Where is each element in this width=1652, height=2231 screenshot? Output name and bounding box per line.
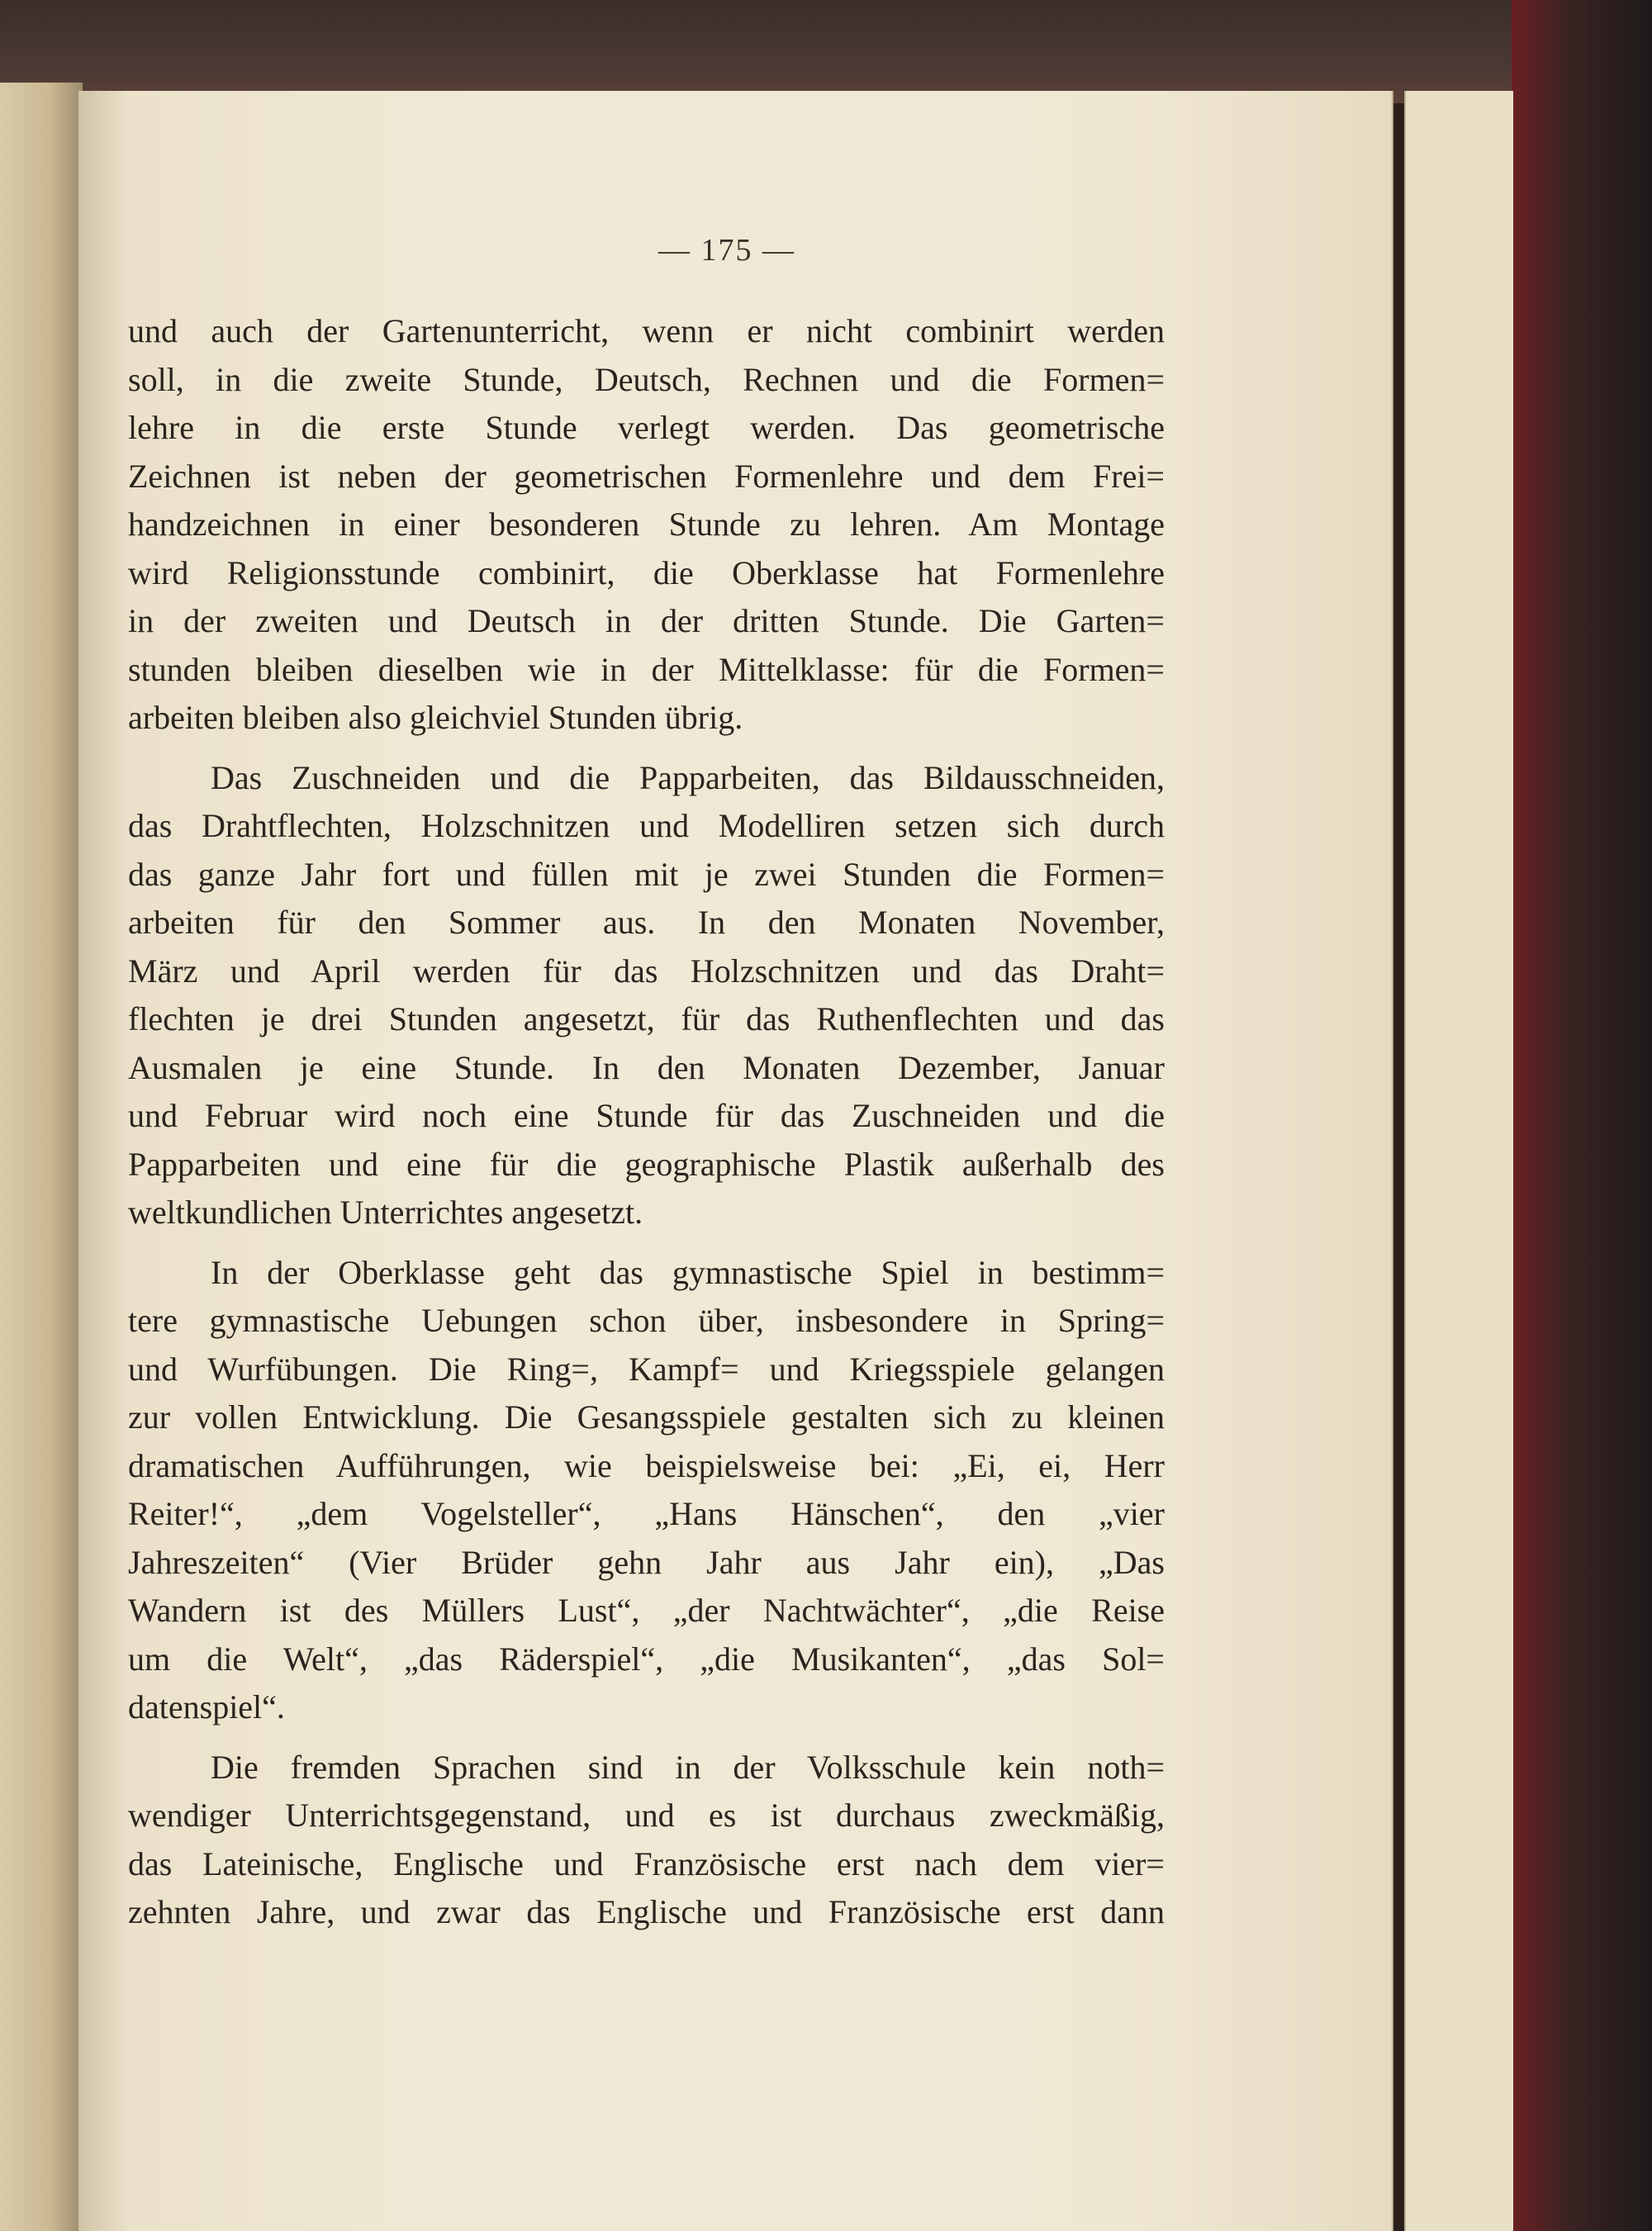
text-line: Jahreszeiten“ (Vier Brüder gehn Jahr aus Jahr ein), „Das (128, 1543, 1165, 1581)
text-line: das Lateinische, Englische und Französische erst nach dem vier= (128, 1844, 1165, 1882)
text-line: März und April werden für das Holzschnitzen und das Draht= (128, 952, 1165, 990)
book-cover-top (0, 0, 1652, 103)
text-line: zehnten Jahre, und zwar das Englische und Französische erst dann (128, 1893, 1165, 1930)
text-line: und auch der Gartenunterricht, wenn er nicht combinirt werden (128, 312, 1165, 349)
text-line: flechten je drei Stunden angesetzt, für das Ruthenflechten und das (128, 1000, 1165, 1037)
text-line: dramatischen Aufführungen, wie beispielsweise bei: „Ei, ei, Herr (128, 1446, 1165, 1484)
text-line: handzeichnen in einer besonderen Stunde zu lehren. Am Montage (128, 506, 1165, 543)
page-body-text (128, 307, 1165, 1937)
paragraph (128, 1744, 1165, 1937)
text-line: Die fremden Sprachen sind in der Volksschule kein noth= (211, 1748, 1165, 1786)
text-line: in der zweiten und Deutsch in der dritten Stunde. Die Garten= (128, 602, 1165, 639)
text-line: Wandern ist des Müllers Lust“, „der Nachtwächter“, „die Reise (128, 1592, 1165, 1629)
text-line: Papparbeiten und eine für die geographische Plastik außerhalb des (128, 1145, 1165, 1183)
text-line: soll, in die zweite Stunde, Deutsch, Rechnen und die Formen= (128, 360, 1165, 398)
text-line: Ausmalen je eine Stunde. In den Monaten Dezember, Januar (128, 1048, 1165, 1086)
paragraph (128, 754, 1165, 1237)
paragraph (128, 1249, 1165, 1732)
page-stack-edge (1479, 91, 1513, 2231)
text-line: und Wurfübungen. Die Ring=, Kampf= und Kriegsspiele gelangen (128, 1350, 1165, 1388)
page-stack-edge (1429, 91, 1455, 2231)
page-number: — 175 — (658, 233, 795, 268)
text-line: und Februar wird noch eine Stunde für das Zuschneiden und die (128, 1097, 1165, 1134)
text-line: das ganze Jahr fort und füllen mit je zwei Stunden die Formen= (128, 855, 1165, 893)
text-line: Reiter!“, „dem Vogelsteller“, „Hans Hänschen“, den „vier (128, 1495, 1165, 1532)
page-stack-edge (1454, 91, 1480, 2231)
text-line: zur vollen Entwicklung. Die Gesangsspiele gestalten sich zu kleinen (128, 1398, 1165, 1436)
text-line: arbeiten für den Sommer aus. In den Monaten November, (128, 904, 1165, 941)
text-line: arbeiten bleiben also gleichviel Stunden übrig. (128, 699, 743, 736)
text-line: um die Welt“, „das Räderspiel“, „die Musikanten“, „das Sol= (128, 1640, 1165, 1678)
facing-page-edge (0, 83, 83, 2231)
text-line: Das Zuschneiden und die Papparbeiten, das Bildausschneiden, (211, 758, 1165, 796)
paragraph (128, 307, 1165, 743)
text-line: stunden bleiben dieselben wie in der Mittelklasse: für die Formen= (128, 650, 1165, 688)
text-line: weltkundlichen Unterrichtes angesetzt. (128, 1194, 643, 1231)
book-cover-right (1512, 0, 1652, 2231)
text-line: In der Oberklasse geht das gymnastische Spiel in bestimm= (211, 1253, 1165, 1291)
text-line: Zeichnen ist neben der geometrischen Formenlehre und dem Frei= (128, 457, 1165, 495)
page-stack-edge (1404, 91, 1431, 2231)
text-line: wendiger Unterrichtsgegenstand, und es ist durchaus zweckmäßig, (128, 1797, 1165, 1834)
text-line: datenspiel“. (128, 1688, 285, 1725)
text-line: lehre in die erste Stunde verlegt werden. Das geometrische (128, 409, 1165, 446)
text-line: das Drahtflechten, Holzschnitzen und Modelliren setzen sich durch (128, 807, 1165, 844)
text-line: wird Religionsstunde combinirt, die Oberklasse hat Formenlehre (128, 553, 1165, 591)
text-line: tere gymnastische Uebungen schon über, insbesondere in Spring= (128, 1302, 1165, 1339)
